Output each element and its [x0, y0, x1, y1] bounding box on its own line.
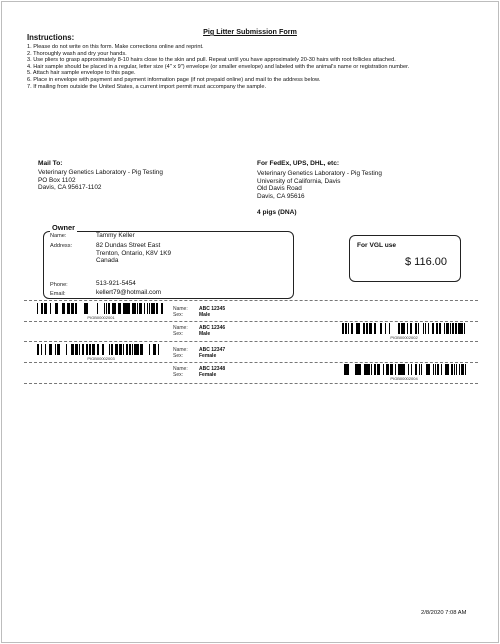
- animal-name: ABC 12346: [199, 325, 226, 331]
- row-separator: [24, 321, 478, 322]
- barcode-number: PIGB00002003: [87, 356, 115, 361]
- address-line: Old Davis Road: [257, 185, 302, 193]
- animal-name: ABC 12345: [199, 306, 226, 312]
- owner-email-label: Email:: [50, 291, 66, 297]
- owner-name: Tammy Keller: [96, 232, 135, 239]
- animal-sex: Male: [199, 331, 211, 337]
- form-title: Pig Litter Submission Form: [203, 27, 297, 36]
- instructions-heading: Instructions:: [27, 33, 75, 42]
- animal-name-label: Name:: [173, 366, 188, 372]
- mail-to-heading: Mail To:: [38, 160, 63, 167]
- animal-sex: Female: [199, 372, 217, 378]
- barcode: [37, 344, 165, 355]
- address-line: University of California, Davis: [257, 177, 341, 185]
- animal-name: ABC 12347: [199, 347, 226, 353]
- barcode-bar: [465, 323, 466, 334]
- instructions-list: [27, 44, 477, 90]
- print-date: 2/8/2020 7:08 AM: [421, 610, 467, 616]
- barcode-number: PIGB00002004: [390, 376, 418, 381]
- address-line: PO Box 1102: [38, 176, 76, 184]
- barcode-bar: [163, 344, 165, 355]
- instruction-item: 7. If mailing from outside the United States, a current import permit must accompany the sample.: [27, 83, 267, 90]
- address-line: 82 Dundas Street East: [96, 242, 161, 249]
- barcode-number: PIGB00002001: [87, 315, 115, 320]
- instruction-item: 3. Use pliers to grasp approximately 8-10 hairs close to the skin and pull. Repeat until you have approximately 20-30 hairs with root follicles attached.: [27, 57, 396, 64]
- barcode-bar: [164, 303, 165, 314]
- owner-name-label: Name:: [50, 233, 67, 239]
- owner-phone-label: Phone:: [50, 282, 68, 288]
- vgl-use-heading: For VGL use: [357, 242, 397, 249]
- owner-phone: 513-921-5454: [96, 280, 136, 287]
- address-line: Trenton, Ontario, K8V 1K9: [96, 249, 172, 257]
- courier-address: [257, 170, 382, 200]
- address-line: Veterinary Genetics Laboratory - Pig Testing: [257, 170, 382, 177]
- page-border: [1, 1, 499, 643]
- row-separator: [24, 341, 478, 342]
- owner-address: [96, 242, 171, 265]
- owner-email: kellert79@hotmail.com: [96, 289, 162, 296]
- instruction-item: 1. Please do not write on this form. Make corrections online and reprint.: [27, 44, 204, 50]
- owner-address-label: Address:: [50, 243, 73, 249]
- address-line: Veterinary Genetics Laboratory - Pig Testing: [38, 169, 163, 176]
- pig-count: 4 pigs (DNA): [257, 209, 297, 216]
- address-line: Davis, CA 95617-1102: [38, 184, 102, 192]
- animal-name-label: Name:: [173, 306, 188, 312]
- row-separator: [24, 300, 478, 301]
- animal-sex: Male: [199, 312, 211, 318]
- animal-sex-label: Sex:: [173, 353, 184, 359]
- barcode: [342, 323, 466, 334]
- animal-sex-label: Sex:: [173, 312, 184, 318]
- instruction-item: 5. Attach hair sample envelope to this page.: [27, 70, 136, 77]
- row-separator: [24, 383, 478, 384]
- instruction-item: 2. Thoroughly wash and dry your hands.: [27, 50, 127, 57]
- mail-to-address: [38, 169, 163, 192]
- courier-heading: For FedEx, UPS, DHL, etc:: [257, 160, 340, 167]
- barcode-bar: [465, 364, 466, 375]
- animal-sex-label: Sex:: [173, 331, 184, 337]
- address-line: Canada: [96, 257, 119, 265]
- animal-name-label: Name:: [173, 347, 188, 353]
- address-line: Davis, CA 95616: [257, 192, 305, 200]
- instruction-item: 6. Place in envelope with payment and payment information page (if not prepaid online) and mail to the address below.: [27, 76, 321, 83]
- instruction-item: 4. Hair sample should be placed in a regular, letter size (4" x 9") envelope (or smaller envelope) and labeled with the animal's name or registration number.: [27, 63, 410, 70]
- owner-heading: Owner: [52, 223, 75, 232]
- animal-sex-label: Sex:: [173, 372, 184, 378]
- animal-name-label: Name:: [173, 325, 188, 331]
- row-separator: [24, 362, 478, 363]
- barcode-number: PIGB00002002: [390, 335, 418, 340]
- barcode: [37, 303, 165, 314]
- barcode: [342, 364, 466, 375]
- animal-name: ABC 12348: [199, 366, 226, 372]
- vgl-amount: $ 116.00: [405, 256, 448, 268]
- animal-sex: Female: [199, 353, 217, 359]
